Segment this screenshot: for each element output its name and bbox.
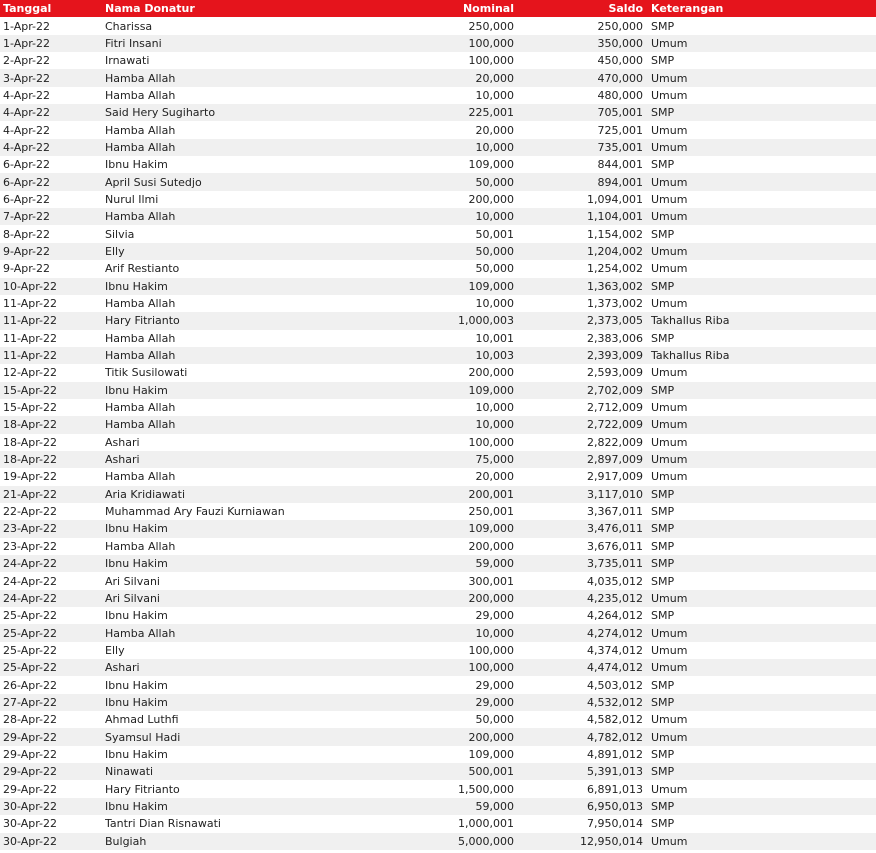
cell-date: 6-Apr-22 — [3, 192, 51, 206]
table-row — [0, 191, 876, 208]
cell-keterangan: SMP — [651, 487, 675, 501]
cell-name: Ibnu Hakim — [105, 678, 168, 692]
table-row — [0, 728, 876, 745]
cell-keterangan: SMP — [651, 747, 675, 761]
cell-keterangan: SMP — [651, 609, 675, 623]
cell-date: 29-Apr-22 — [3, 765, 58, 779]
cell-date: 11-Apr-22 — [3, 331, 58, 345]
cell-date: 15-Apr-22 — [3, 383, 58, 397]
cell-saldo: 6,950,013 — [587, 799, 643, 813]
table-row — [0, 642, 876, 659]
table-row — [0, 52, 876, 69]
cell-name: Ibnu Hakim — [105, 609, 168, 623]
cell-saldo: 12,950,014 — [580, 834, 643, 848]
cell-keterangan: Takhallus Riba — [651, 314, 730, 328]
table-row — [0, 139, 876, 156]
cell-keterangan: SMP — [651, 539, 675, 553]
cell-saldo: 4,264,012 — [587, 609, 643, 623]
cell-name: Ibnu Hakim — [105, 383, 168, 397]
table-row — [0, 173, 876, 190]
cell-date: 21-Apr-22 — [3, 487, 58, 501]
cell-saldo: 5,391,013 — [587, 765, 643, 779]
cell-keterangan: Umum — [651, 366, 688, 380]
cell-nominal: 200,001 — [468, 487, 514, 501]
cell-nominal: 50,001 — [475, 227, 514, 241]
cell-date: 30-Apr-22 — [3, 817, 58, 831]
cell-nominal: 10,000 — [475, 88, 514, 102]
cell-keterangan: SMP — [651, 383, 675, 397]
cell-date: 24-Apr-22 — [3, 557, 58, 571]
cell-date: 8-Apr-22 — [3, 227, 51, 241]
cell-name: Ahmad Luthfi — [105, 713, 179, 727]
cell-keterangan: SMP — [651, 227, 675, 241]
cell-saldo: 4,274,012 — [587, 626, 643, 640]
cell-name: April Susi Sutedjo — [105, 175, 202, 189]
table-row — [0, 243, 876, 260]
cell-date: 4-Apr-22 — [3, 123, 51, 137]
cell-saldo: 1,373,002 — [587, 297, 643, 311]
cell-saldo: 3,676,011 — [587, 539, 643, 553]
cell-keterangan: Takhallus Riba — [651, 349, 730, 363]
cell-name: Hamba Allah — [105, 297, 176, 311]
cell-name: Silvia — [105, 227, 135, 241]
cell-saldo: 705,001 — [597, 106, 643, 120]
cell-keterangan: Umum — [651, 591, 688, 605]
cell-nominal: 75,000 — [475, 453, 514, 467]
cell-name: Hamba Allah — [105, 626, 176, 640]
cell-name: Fitri Insani — [105, 36, 162, 50]
table-row — [0, 676, 876, 693]
cell-date: 25-Apr-22 — [3, 643, 58, 657]
cell-nominal: 20,000 — [475, 71, 514, 85]
cell-nominal: 100,000 — [468, 54, 514, 68]
cell-saldo: 2,373,005 — [587, 314, 643, 328]
cell-date: 24-Apr-22 — [3, 591, 58, 605]
table-row — [0, 156, 876, 173]
cell-nominal: 200,000 — [468, 192, 514, 206]
cell-name: Aria Kridiawati — [105, 487, 186, 501]
cell-name: Ninawati — [105, 765, 154, 779]
cell-nominal: 100,000 — [468, 36, 514, 50]
table-row — [0, 69, 876, 86]
cell-saldo: 1,094,001 — [587, 192, 643, 206]
cell-nominal: 300,001 — [468, 574, 514, 588]
cell-nominal: 29,000 — [475, 609, 514, 623]
cell-name: Hamba Allah — [105, 470, 176, 484]
table-row — [0, 295, 876, 312]
table-body — [0, 17, 876, 850]
cell-saldo: 1,363,002 — [587, 279, 643, 293]
cell-keterangan: Umum — [651, 140, 688, 154]
table-row — [0, 520, 876, 537]
cell-nominal: 100,000 — [468, 643, 514, 657]
table-row — [0, 555, 876, 572]
cell-date: 15-Apr-22 — [3, 401, 58, 415]
cell-nominal: 1,500,000 — [458, 782, 514, 796]
cell-nominal: 200,000 — [468, 539, 514, 553]
cell-name: Ari Silvani — [105, 591, 160, 605]
cell-nominal: 250,000 — [468, 19, 514, 33]
table-row — [0, 121, 876, 138]
table-row — [0, 312, 876, 329]
cell-keterangan: SMP — [651, 817, 675, 831]
cell-nominal: 1,000,001 — [458, 817, 514, 831]
cell-date: 11-Apr-22 — [3, 297, 58, 311]
cell-nominal: 100,000 — [468, 435, 514, 449]
cell-keterangan: Umum — [651, 661, 688, 675]
cell-saldo: 450,000 — [597, 54, 643, 68]
cell-name: Muhammad Ary Fauzi Kurniawan — [105, 505, 285, 519]
cell-keterangan: SMP — [651, 505, 675, 519]
cell-date: 27-Apr-22 — [3, 695, 58, 709]
table-row — [0, 503, 876, 520]
cell-name: Ibnu Hakim — [105, 747, 168, 761]
header-saldo: Saldo — [608, 2, 643, 16]
table-row — [0, 330, 876, 347]
cell-nominal: 10,000 — [475, 210, 514, 224]
cell-date: 24-Apr-22 — [3, 574, 58, 588]
cell-name: Ibnu Hakim — [105, 557, 168, 571]
cell-date: 3-Apr-22 — [3, 71, 51, 85]
cell-keterangan: SMP — [651, 331, 675, 345]
cell-saldo: 844,001 — [597, 158, 643, 172]
header-row — [0, 0, 876, 17]
cell-nominal: 10,001 — [475, 331, 514, 345]
cell-name: Ashari — [105, 435, 140, 449]
cell-name: Hary Fitrianto — [105, 782, 180, 796]
cell-date: 30-Apr-22 — [3, 799, 58, 813]
cell-saldo: 2,383,006 — [587, 331, 643, 345]
cell-saldo: 2,712,009 — [587, 401, 643, 415]
cell-name: Hamba Allah — [105, 71, 176, 85]
cell-keterangan: Umum — [651, 453, 688, 467]
cell-saldo: 4,374,012 — [587, 643, 643, 657]
table-row — [0, 416, 876, 433]
cell-date: 22-Apr-22 — [3, 505, 58, 519]
cell-name: Said Hery Sugiharto — [105, 106, 216, 120]
cell-name: Tantri Dian Risnawati — [105, 817, 221, 831]
cell-date: 29-Apr-22 — [3, 747, 58, 761]
cell-date: 23-Apr-22 — [3, 522, 58, 536]
cell-saldo: 250,000 — [597, 19, 643, 33]
table-row — [0, 225, 876, 242]
cell-saldo: 6,891,013 — [587, 782, 643, 796]
cell-keterangan: SMP — [651, 574, 675, 588]
cell-keterangan: Umum — [651, 730, 688, 744]
cell-keterangan: Umum — [651, 401, 688, 415]
cell-date: 4-Apr-22 — [3, 106, 51, 120]
cell-keterangan: SMP — [651, 158, 675, 172]
cell-name: Hamba Allah — [105, 418, 176, 432]
cell-saldo: 3,735,011 — [587, 557, 643, 571]
cell-name: Elly — [105, 643, 125, 657]
cell-name: Ibnu Hakim — [105, 799, 168, 813]
cell-nominal: 500,001 — [468, 765, 514, 779]
cell-date: 18-Apr-22 — [3, 453, 58, 467]
table-row — [0, 746, 876, 763]
cell-nominal: 5,000,000 — [458, 834, 514, 848]
cell-name: Titik Susilowati — [105, 366, 188, 380]
table-row — [0, 572, 876, 589]
cell-keterangan: Umum — [651, 210, 688, 224]
cell-nominal: 50,000 — [475, 175, 514, 189]
cell-date: 23-Apr-22 — [3, 539, 58, 553]
cell-date: 6-Apr-22 — [3, 175, 51, 189]
cell-name: Charissa — [105, 19, 153, 33]
cell-saldo: 4,503,012 — [587, 678, 643, 692]
header-nominal: Nominal — [462, 2, 514, 16]
cell-saldo: 480,000 — [597, 88, 643, 102]
table-row — [0, 451, 876, 468]
cell-date: 25-Apr-22 — [3, 626, 58, 640]
cell-keterangan: Umum — [651, 435, 688, 449]
cell-nominal: 50,000 — [475, 262, 514, 276]
cell-date: 4-Apr-22 — [3, 140, 51, 154]
cell-saldo: 4,474,012 — [587, 661, 643, 675]
table-row — [0, 624, 876, 641]
cell-date: 9-Apr-22 — [3, 244, 51, 258]
cell-saldo: 2,593,009 — [587, 366, 643, 380]
cell-date: 26-Apr-22 — [3, 678, 58, 692]
cell-saldo: 4,891,012 — [587, 747, 643, 761]
cell-nominal: 109,000 — [468, 158, 514, 172]
cell-saldo: 3,476,011 — [587, 522, 643, 536]
cell-nominal: 20,000 — [475, 123, 514, 137]
cell-nominal: 109,000 — [468, 383, 514, 397]
cell-saldo: 470,000 — [597, 71, 643, 85]
cell-keterangan: SMP — [651, 678, 675, 692]
table-row — [0, 607, 876, 624]
cell-saldo: 2,917,009 — [587, 470, 643, 484]
cell-saldo: 3,117,010 — [587, 487, 643, 501]
cell-nominal: 200,000 — [468, 366, 514, 380]
cell-name: Hamba Allah — [105, 140, 176, 154]
cell-nominal: 10,000 — [475, 626, 514, 640]
cell-keterangan: Umum — [651, 36, 688, 50]
cell-keterangan: Umum — [651, 244, 688, 258]
cell-date: 29-Apr-22 — [3, 782, 58, 796]
cell-saldo: 4,782,012 — [587, 730, 643, 744]
table-row — [0, 763, 876, 780]
cell-date: 11-Apr-22 — [3, 349, 58, 363]
table-row — [0, 382, 876, 399]
table-row — [0, 260, 876, 277]
cell-date: 28-Apr-22 — [3, 713, 58, 727]
cell-keterangan: SMP — [651, 557, 675, 571]
table-row — [0, 104, 876, 121]
cell-keterangan: Umum — [651, 782, 688, 796]
table-row — [0, 208, 876, 225]
table-row — [0, 278, 876, 295]
cell-name: Ibnu Hakim — [105, 279, 168, 293]
cell-saldo: 2,393,009 — [587, 349, 643, 363]
cell-name: Hamba Allah — [105, 88, 176, 102]
cell-name: Hamba Allah — [105, 210, 176, 224]
cell-saldo: 1,154,002 — [587, 227, 643, 241]
cell-keterangan: SMP — [651, 522, 675, 536]
cell-date: 4-Apr-22 — [3, 88, 51, 102]
cell-date: 1-Apr-22 — [3, 19, 51, 33]
cell-keterangan: Umum — [651, 175, 688, 189]
cell-nominal: 10,000 — [475, 418, 514, 432]
cell-keterangan: Umum — [651, 88, 688, 102]
cell-keterangan: SMP — [651, 799, 675, 813]
cell-date: 25-Apr-22 — [3, 609, 58, 623]
cell-nominal: 59,000 — [475, 799, 514, 813]
cell-nominal: 10,000 — [475, 297, 514, 311]
cell-nominal: 225,001 — [468, 106, 514, 120]
cell-saldo: 894,001 — [597, 175, 643, 189]
cell-nominal: 20,000 — [475, 470, 514, 484]
cell-name: Syamsul Hadi — [105, 730, 181, 744]
cell-nominal: 10,003 — [475, 349, 514, 363]
table-row — [0, 87, 876, 104]
cell-saldo: 4,035,012 — [587, 574, 643, 588]
cell-name: Ashari — [105, 453, 140, 467]
cell-date: 2-Apr-22 — [3, 54, 51, 68]
table-row — [0, 798, 876, 815]
cell-keterangan: Umum — [651, 643, 688, 657]
cell-name: Hary Fitrianto — [105, 314, 180, 328]
cell-nominal: 200,000 — [468, 591, 514, 605]
cell-name: Ibnu Hakim — [105, 158, 168, 172]
table-row — [0, 35, 876, 52]
cell-saldo: 2,822,009 — [587, 435, 643, 449]
cell-name: Ibnu Hakim — [105, 522, 168, 536]
cell-keterangan: Umum — [651, 418, 688, 432]
cell-nominal: 100,000 — [468, 661, 514, 675]
table-row — [0, 468, 876, 485]
cell-keterangan: Umum — [651, 834, 688, 848]
cell-date: 6-Apr-22 — [3, 158, 51, 172]
table-row — [0, 538, 876, 555]
cell-name: Elly — [105, 244, 125, 258]
table-row — [0, 364, 876, 381]
cell-saldo: 3,367,011 — [587, 505, 643, 519]
cell-saldo: 1,204,002 — [587, 244, 643, 258]
cell-date: 10-Apr-22 — [3, 279, 58, 293]
cell-name: Ashari — [105, 661, 140, 675]
cell-saldo: 2,702,009 — [587, 383, 643, 397]
cell-keterangan: SMP — [651, 54, 675, 68]
cell-name: Ibnu Hakim — [105, 695, 168, 709]
cell-keterangan: Umum — [651, 713, 688, 727]
cell-nominal: 1,000,003 — [458, 314, 514, 328]
cell-name: Ari Silvani — [105, 574, 160, 588]
cell-name: Hamba Allah — [105, 539, 176, 553]
cell-saldo: 1,254,002 — [587, 262, 643, 276]
header-name: Nama Donatur — [105, 2, 195, 16]
cell-saldo: 725,001 — [597, 123, 643, 137]
cell-name: Hamba Allah — [105, 123, 176, 137]
cell-saldo: 4,582,012 — [587, 713, 643, 727]
cell-keterangan: Umum — [651, 71, 688, 85]
cell-name: Nurul Ilmi — [105, 192, 159, 206]
cell-keterangan: SMP — [651, 106, 675, 120]
cell-saldo: 7,950,014 — [587, 817, 643, 831]
table-row — [0, 833, 876, 850]
cell-name: Irnawati — [105, 54, 150, 68]
cell-keterangan: Umum — [651, 262, 688, 276]
table-row — [0, 17, 876, 34]
cell-nominal: 10,000 — [475, 401, 514, 415]
cell-date: 7-Apr-22 — [3, 210, 51, 224]
cell-saldo: 350,000 — [597, 36, 643, 50]
cell-keterangan: Umum — [651, 626, 688, 640]
cell-name: Hamba Allah — [105, 331, 176, 345]
cell-saldo: 4,532,012 — [587, 695, 643, 709]
cell-nominal: 50,000 — [475, 713, 514, 727]
cell-nominal: 109,000 — [468, 747, 514, 761]
cell-keterangan: Umum — [651, 123, 688, 137]
cell-nominal: 29,000 — [475, 695, 514, 709]
table-row — [0, 659, 876, 676]
table-row — [0, 486, 876, 503]
cell-date: 18-Apr-22 — [3, 435, 58, 449]
cell-name: Hamba Allah — [105, 401, 176, 415]
cell-nominal: 59,000 — [475, 557, 514, 571]
table-row — [0, 694, 876, 711]
cell-date: 30-Apr-22 — [3, 834, 58, 848]
cell-saldo: 2,722,009 — [587, 418, 643, 432]
cell-saldo: 1,104,001 — [587, 210, 643, 224]
cell-nominal: 10,000 — [475, 140, 514, 154]
table-row — [0, 434, 876, 451]
cell-date: 12-Apr-22 — [3, 366, 58, 380]
table-row — [0, 815, 876, 832]
cell-keterangan: Umum — [651, 192, 688, 206]
cell-name: Hamba Allah — [105, 349, 176, 363]
table-row — [0, 711, 876, 728]
cell-keterangan: SMP — [651, 695, 675, 709]
cell-date: 18-Apr-22 — [3, 418, 58, 432]
cell-date: 25-Apr-22 — [3, 661, 58, 675]
table-row — [0, 399, 876, 416]
cell-nominal: 29,000 — [475, 678, 514, 692]
cell-keterangan: SMP — [651, 765, 675, 779]
cell-nominal: 200,000 — [468, 730, 514, 744]
cell-name: Bulgiah — [105, 834, 147, 848]
cell-keterangan: SMP — [651, 19, 675, 33]
cell-keterangan: SMP — [651, 279, 675, 293]
cell-date: 1-Apr-22 — [3, 36, 51, 50]
cell-saldo: 2,897,009 — [587, 453, 643, 467]
cell-date: 11-Apr-22 — [3, 314, 58, 328]
cell-date: 9-Apr-22 — [3, 262, 51, 276]
table-row — [0, 347, 876, 364]
table-row — [0, 590, 876, 607]
cell-nominal: 109,000 — [468, 522, 514, 536]
table-row — [0, 780, 876, 797]
cell-nominal: 50,000 — [475, 244, 514, 258]
header-date: Tanggal — [3, 2, 52, 16]
cell-name: Arif Restianto — [105, 262, 180, 276]
cell-saldo: 735,001 — [597, 140, 643, 154]
cell-nominal: 109,000 — [468, 279, 514, 293]
cell-keterangan: Umum — [651, 470, 688, 484]
header-keterangan: Keterangan — [651, 2, 724, 16]
cell-date: 19-Apr-22 — [3, 470, 58, 484]
cell-date: 29-Apr-22 — [3, 730, 58, 744]
cell-keterangan: Umum — [651, 297, 688, 311]
cell-nominal: 250,001 — [468, 505, 514, 519]
cell-saldo: 4,235,012 — [587, 591, 643, 605]
